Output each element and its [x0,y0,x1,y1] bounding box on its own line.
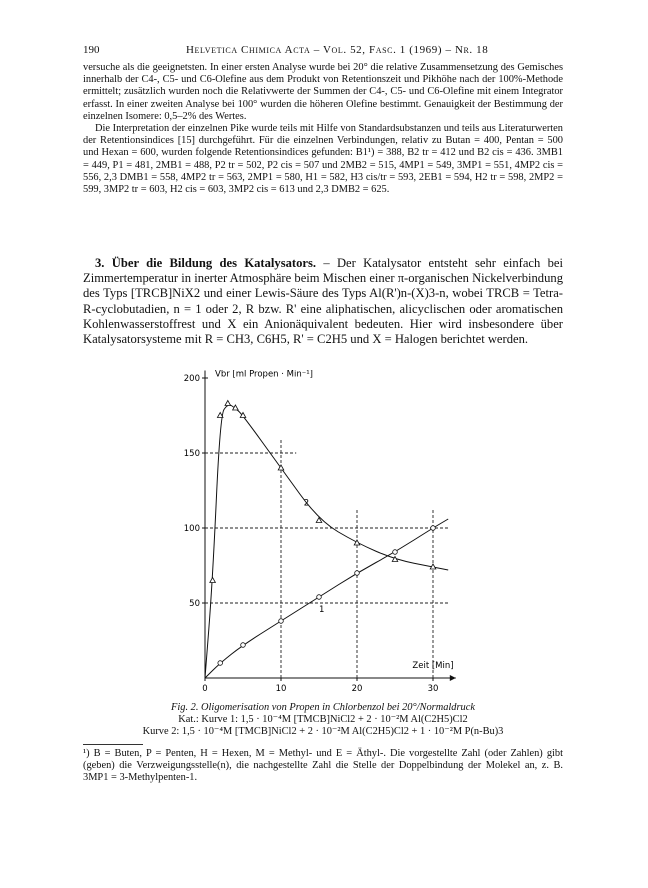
paragraph: Die Interpretation der einzelnen Pike wurde teils mit Hilfe von Standardsubstanzen und teils aus Literaturwerten der Retentionsindices [15] durchgeführt. Für die einzelnen Verbindungen, relativ zu Butan = 400, Pentan = 500 und Hexan = 600, wurden folgende Retentionsindices gefunden: B1¹) = 388, B2 tr = 412 und B2 cis = 436. 3MB1 = 449, P1 = 481, 2MB1 = 488, P2 tr = 502, P2 cis = 507 und 2MB2 = 515, 4MP1 = 549, 3MP1 = 551, 4MP2 cis = 556, 2,3 DMB1 = 558, 4MP2 tr = 563, 2MP1 = 580, H1 = 582, H3 cis/tr = 593, 2EB1 = 594, H2 tr = 598, 2MP2 = 599, 3MP2 tr = 603, H2 cis = 603, 3MP2 cis = 613 und 2,3 DMB2 = 625. [83,123,563,196]
caption-line: Kat.: Kurve 1: 1,5 · 10⁻⁴M [TMCB]NiCl2 + 2 · 10⁻²M Al(C2H5)Cl2 [178,714,468,726]
body-text [83,62,563,196]
footnote: ¹) B = Buten, P = Penten, H = Hexen, M = Methyl- und E = Äthyl-. Die vorgestellte Zahl (oder Zahlen) gibt (geben) die Verzweigungsstelle(n), die nachgestellte Zahl die Stelle der Doppelbindung der Molekel an, z. B. 3MP1 = 3-Methylpenten-1. [83,748,563,784]
propene-oligomerisation-chart [170,370,470,700]
y-tick-label: 100 [183,524,200,534]
y-tick-label: 50 [189,599,200,609]
curve-label: 1 [319,605,325,615]
x-tick-label: 20 [351,684,363,694]
y-axis-label: Vbr [ml Propen · Min⁻¹] [215,370,313,380]
data-point [393,550,398,555]
x-tick-label: 10 [275,684,287,694]
caption-title: Fig. 2. Oligomerisation von Propen in Chlorbenzol bei 20°/Normaldruck [171,702,475,713]
y-tick-label: 150 [183,449,200,459]
caption-line: Kurve 2: 1,5 · 10⁻⁴M [TMCB]NiCl2 + 2 · 10⁻²M Al(C2H5)Cl2 + 1 · 10⁻²M P(n-Bu)3 [142,726,504,738]
page-number: 190 [83,44,100,56]
section-paragraph [83,256,563,347]
series-line-1 [205,519,448,678]
data-point [241,643,246,648]
paragraph: versuche als die geeignetsten. In einer ersten Analyse wurde bei 20° die relative Zusammensetzung des Gemisches innerhalb der C4-, C5- und C6-Olefine aus dem Produkt von Retentionszeit und Pikhöhe nach der 100%-Methode ermittelt; zusätzlich wurden noch die Relativwerte der Summen der C4-, C5- und C6-Olefine mit einem Integrator erfasst. In einer zweiten Analyse bei 100° wurden die höheren Olefine bestimmt. Genauigkeit der Bestimmung der einzelnen Isomere: 0,5–2% des Wertes. [83,62,563,122]
x-axis-arrow [450,675,456,681]
data-point [279,619,284,624]
x-tick-label: 0 [202,684,208,694]
y-tick-label: 200 [183,374,200,384]
x-axis-label: Zeit [Min] [412,661,454,671]
curve-label: 2 [303,498,310,509]
data-point [210,578,216,583]
running-title: Helvetica Chimica Acta – Vol. 52, Fasc. 1 (1969) – Nr. 18 [186,44,489,56]
footnote-rule [83,744,143,745]
data-point [218,661,223,666]
data-point [317,595,322,600]
data-point [225,401,231,406]
data-point [355,571,360,576]
section-heading: 3. Über die Bildung des Katalysators. [95,256,317,270]
data-point [431,526,436,531]
x-tick-label: 30 [427,684,439,694]
figure-caption [83,702,563,739]
page-header [83,44,561,58]
section-text: – Der Katalysator entsteht sehr einfach bei Zimmertemperatur in inerter Atmosphäre beim Mischen einer π-organischen Nickelverbindung des Typs [TRCB]NiX2 und einer Lewis-Säure des Typs Al(R')n-(X)3-n, wobei TRCB = Tetra-R-cyclobutadien, n = 1 oder 2, R bzw. R' eine aliphatischen, alicyclischen oder aromatischen Kohlenwasserstoffrest und X ein Anionäquivalent bedeuten. Hier wird insbesondere über Katalysatorsysteme mit R = CH3, C6H5, R' = C2H5 und X = Halogen berichtet werden. [83,256,563,347]
